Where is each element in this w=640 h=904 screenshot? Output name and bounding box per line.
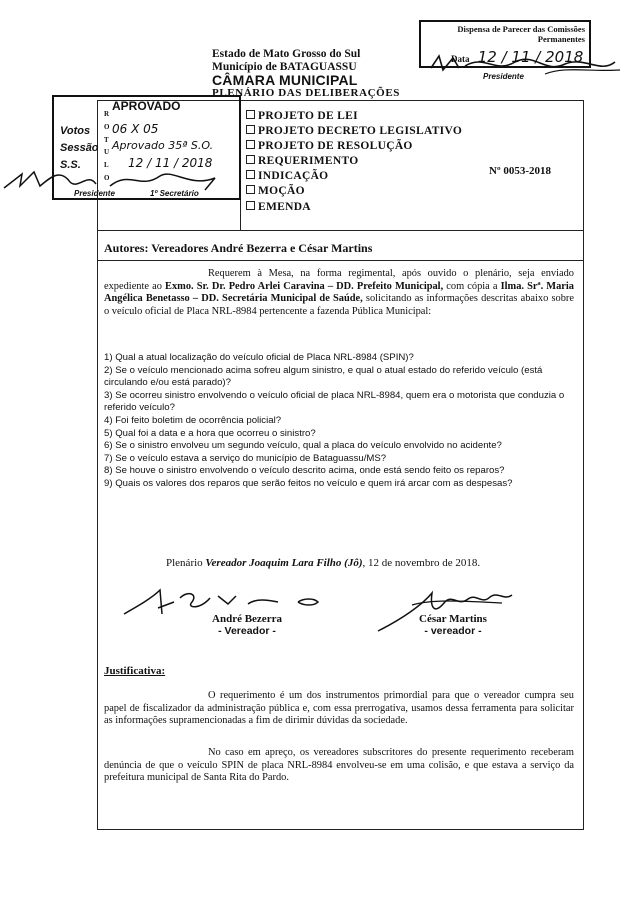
protocol-letter: O (104, 122, 110, 131)
dispensa-title: Dispensa de Parecer das Comissões Permanentes (457, 24, 585, 44)
checkbox (246, 185, 255, 194)
checkbox (246, 110, 255, 119)
plenary-place: Vereador Joaquim Lara Filho (Jô) (205, 557, 363, 569)
divider (97, 230, 584, 231)
votes-value: 06 X 05 (112, 122, 159, 136)
signature-block-andre (202, 613, 292, 637)
approval-signatures (0, 160, 240, 200)
checkbox (246, 201, 255, 210)
addressee-mayor: Exmo. Sr. Dr. Pedro Arlei Caravina – DD. Prefeito Municipal, (165, 280, 444, 292)
protocol-letter: R (104, 110, 110, 118)
justification-paragraph-2: No caso em apreço, os vereadores subscritores do presente requerimento receberam denúncia de que o veículo SPIN de placa NRL-8984 envolveu-se em uma colisão, e que estava a serviço da prefeitura municipal de Santa Rita do Pardo. (104, 747, 574, 784)
votes-label: Votos (60, 125, 91, 137)
ss-label: S.S. (60, 159, 81, 171)
document-type-list (246, 109, 462, 215)
checkbox (246, 140, 255, 149)
document-type-item: PROJETO DECRETO LEGISLATIVO (246, 124, 462, 139)
justification-title: Justificativa: (104, 665, 166, 677)
dispensa-date-value: 12 / 11 / 2018 (477, 48, 584, 66)
question-item: 9) Quais os valores dos reparos que serão feitos no veículo e quem irá arcar com as despesas? (104, 477, 513, 489)
state-name: Estado de Mato Grosso do Sul (212, 48, 361, 60)
question-item: 6) Se o sinistro envolveu um segundo veículo, qual a placa do veículo envolvido no acidente? (104, 440, 502, 452)
session-label: Sessão (60, 142, 99, 154)
document-type-item: PROJETO DE RESOLUÇÃO (246, 139, 462, 154)
justification-paragraph-1: O requerimento é um dos instrumentos primordial para que o vereador cumpra seu papel de fiscalizador da administração pública e, com essa prerrogativa, usamos dessa ferramenta para solicitar as informações supramencionadas a fim de dirimir dúvidas da sociedade. (104, 690, 574, 727)
checkbox (246, 155, 255, 164)
chamber-name: CÂMARA MUNICIPAL (212, 72, 358, 88)
protocol-letter: T (104, 135, 109, 144)
document-type-item: INDICAÇÃO (246, 169, 462, 184)
approval-secretary-label: 1º Secretário (150, 189, 199, 198)
signer-role: - vereador - (424, 625, 482, 637)
request-paragraph: Requerem à Mesa, na forma regimental, após ouvido o plenário, seja enviado expediente ao Exmo. Sr. Dr. Pedro Arlei Caravina – DD. Prefeito Municipal, com cópia a Ilma. Srª. Maria Angélica Benetasso – DD. Secretária Municipal de Saúde, solicitando as informações descritas abaixo sobre o veículo oficial de Placa NRL-8984 pertencente a fazenda Pública Municipal: (104, 268, 574, 317)
protocol-letter: U (104, 148, 110, 157)
question-list (104, 352, 576, 491)
dispensa-signature (425, 44, 625, 84)
signature-block-cesar (408, 613, 498, 637)
divider (97, 260, 584, 261)
document-type-item: PROJETO DE LEI (246, 109, 462, 124)
signer-name: César Martins (419, 613, 487, 625)
approval-president-label: Presidente (74, 189, 115, 198)
question-item: 4) Foi feito boletim de ocorrência policial? (104, 414, 282, 426)
approval-title: APROVADO (112, 99, 181, 113)
protocol-letter: O (104, 173, 110, 182)
signer-name: André Bezerra (212, 613, 282, 625)
document-type-item: EMENDA (246, 200, 462, 215)
session-value: Aprovado 35ª S.O. (112, 139, 214, 152)
document-number: Nº 0053-2018 (489, 165, 551, 177)
question-item: 8) Se houve o sinistro envolvendo o veículo descrito acima, onde está sendo feito os reparos? (104, 465, 505, 477)
municipality-name: Município de BATAGUASSU (212, 61, 357, 73)
protocol-letter: L (104, 161, 109, 170)
question-item: 1) Qual a atual localização do veículo oficial de Placa NRL-8984 (SPIN)? (104, 352, 414, 363)
checkbox (246, 170, 255, 179)
authors: Autores: Vereadores André Bezerra e César Martins (104, 241, 373, 255)
dispensa-date-label: Data (451, 54, 470, 64)
question-item: 3) Se ocorreu sinistro envolvendo o veículo oficial de placa NRL-8984, quem era o motorista que conduzia o referido veículo? (104, 389, 565, 414)
ss-value: 12 / 11 / 2018 (128, 156, 213, 170)
question-item: 7) Se o veículo estava a serviço do município de Bataguassu/MS? (104, 452, 387, 464)
closing-line: Plenário Vereador Joaquim Lara Filho (Jô), 12 de novembro de 2018. (166, 557, 481, 569)
question-item: 2) Se o veículo mencionado acima sofreu algum sinistro, e qual o atual estado do referido veículo (está circulando e/ou está parado)? (104, 364, 543, 389)
document-type-item: REQUERIMENTO (246, 154, 462, 169)
document-type-item: MOÇÃO (246, 184, 462, 199)
plenary-name: PLENÁRIO DAS DELIBERAÇÕES (212, 87, 400, 99)
dispensa-president-label: Presidente (483, 72, 524, 81)
question-item: 5) Qual foi a data e a hora que ocorreu o sinistro? (104, 427, 316, 439)
checkbox (246, 125, 255, 134)
addressee-secretary: Ilma. Srª. Maria Angélica Benetasso – DD. Secretária Municipal de Saúde, (104, 280, 574, 305)
signer-role: - Vereador - (218, 625, 276, 637)
letterhead (212, 48, 400, 100)
